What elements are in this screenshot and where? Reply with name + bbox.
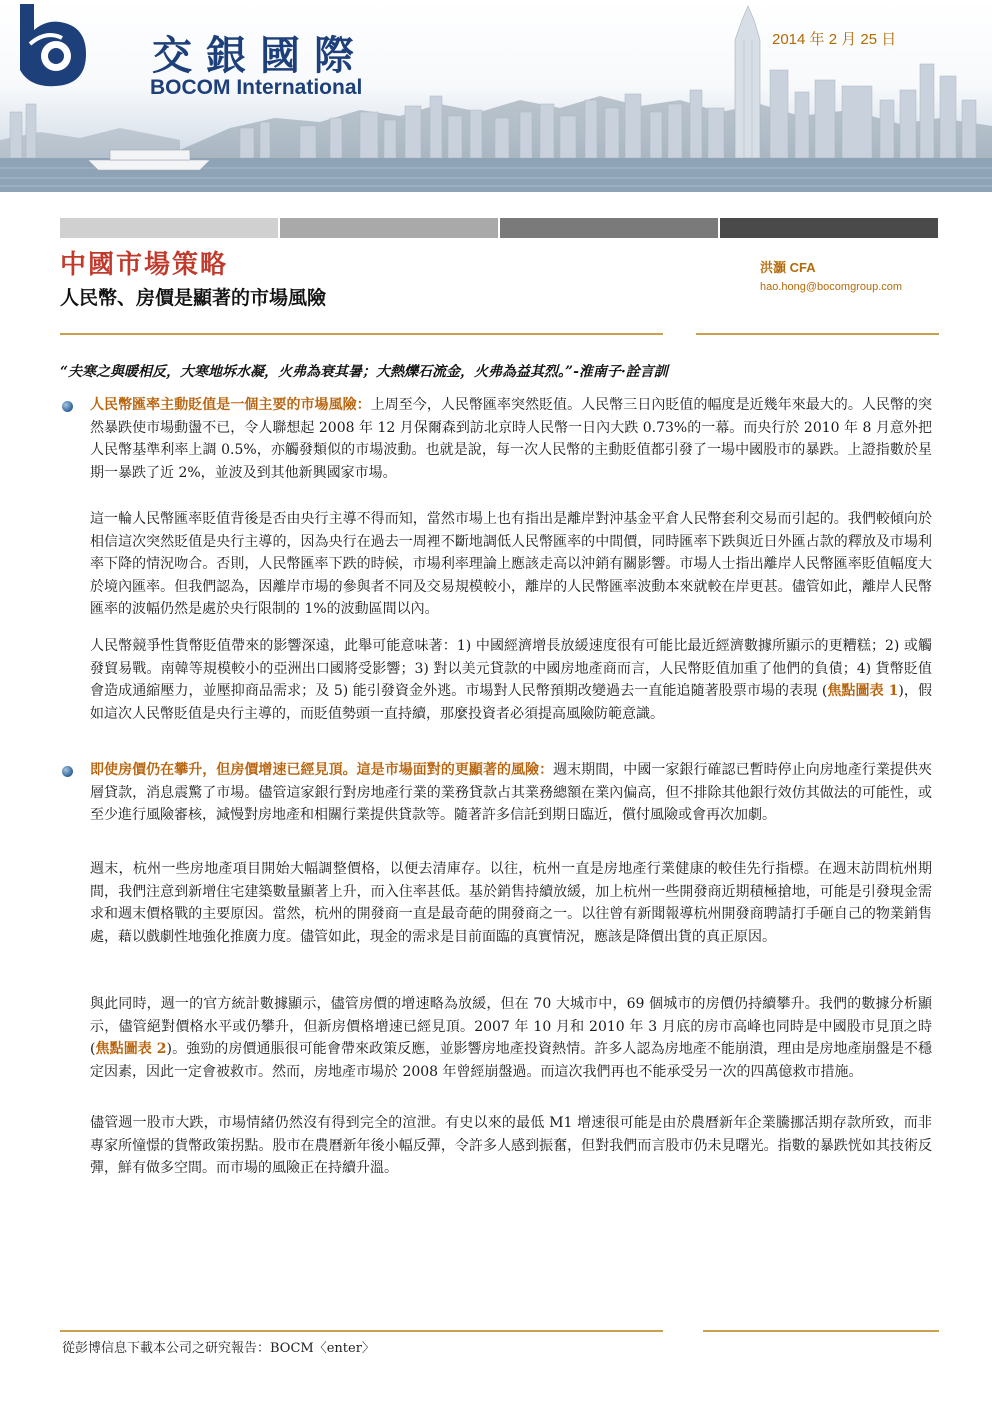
paragraph-rmb-risk <box>90 394 932 484</box>
brand-name-chinese: 交銀國際 <box>152 32 368 79</box>
paragraph-text: 週末，杭州一些房地產項目開始大幅調整價格，以便去清庫存。以往，杭州一直是房地產行業健康的較佳先行指標。在週末訪問杭州期間，我們注意到新增住宅建築數量顯著上升，而入住率甚低。基於銷售持續放緩，加上杭州一些開發商近期積極搶地，可能是引發現金需求和週末價格戰的主要原因。當然，杭州的開發商一直是最奇葩的開發商之一。以往曾有新聞報導杭州開發商聘請打手砸自己的物業銷售處，藉以戲劇性地強化推廣力度。儘管如此，現金的需求是目前面臨的真實情況，應該是降價出貨的真正原因。 <box>90 861 932 945</box>
report-date: 2014 年 2 月 25 日 <box>772 31 897 48</box>
author-divider <box>696 333 939 335</box>
title-divider <box>60 333 663 335</box>
paragraph-lead: 人民幣匯率主動貶值是一個主要的市場風險： <box>90 397 371 413</box>
footer-bloomberg-note: 從彭博信息下載本公司之研究報告：BOCM〈enter〉 <box>62 1341 375 1356</box>
report-title: 中國市場策略 <box>60 250 229 280</box>
footer-divider-right <box>703 1330 939 1332</box>
paragraph-rmb-impact <box>90 635 932 725</box>
bullet-icon <box>62 401 73 412</box>
paragraph-text: 人民幣競爭性貨幣貶值帶來的影響深遠，此舉可能意味著：1) 中國經濟增長放緩速度很有可能比最近經濟數據所顯示的更糟糕；2) 或觸發貿易戰。南韓等規模較小的亞洲出口國將受影響；3) 對以美元貸款的中國房地產商而言，人民幣貶值加重了他們的負債；4) 貨幣貶值會造成通縮壓力，並壓抑商品需求；及 5) 能引發資金外逃。市場對人民幣預期改變過去一直能追隨著股票市場的表現 ( <box>90 638 932 699</box>
paragraph-text: 與此同時，週一的官方統計數據顯示，儘管房價的增速略為放緩，但在 70 大城市中，69 個城市的房價仍持續攀升。我們的數據分析顯示，儘管絕對價格水平或仍攀升，但新房價格增速已經見頂。2007 年 10 月和 2010 年 3 月底的房市高峰也同時是中國股市見頂之時 ( <box>90 996 932 1057</box>
paragraph-text: 儘管週一股市大跌，市場情緒仍然沒有得到完全的渲泄。有史以來的最低 M1 增速很可能是由於農曆新年企業騰挪活期存款所致，而非專家所憧憬的貨幣政策拐點。股市在農曆新年後小幅反彈，令許多人感到振奮，但對我們而言股市仍未見曙光。指數的暴跌恍如其技術反彈，鮮有做多空間。而市場的風險正在持續升溫。 <box>90 1115 932 1176</box>
paragraph-rmb-analysis <box>90 508 932 621</box>
footer-divider-left <box>60 1330 663 1332</box>
stripe-segment-3 <box>500 218 718 238</box>
epigraph-quote: “夫寒之與暖相反，大寒地坼水凝，火弗為衰其暑；大熱爍石流金，火弗為益其烈。”-淮南子·詮言訓 <box>60 364 668 380</box>
header-banner <box>0 0 992 192</box>
bullet-icon <box>62 766 73 777</box>
stripe-segment-2 <box>280 218 498 238</box>
chart-reference-link[interactable]: 焦點圖表 1 <box>827 683 899 699</box>
paragraph-property-risk <box>90 759 932 827</box>
paragraph-housing-data <box>90 993 932 1083</box>
stripe-segment-1 <box>60 218 278 238</box>
bocom-logo <box>0 0 92 90</box>
author-name: 洪灝 CFA <box>760 260 816 275</box>
brand-name-english: BOCOM International <box>150 76 363 99</box>
paragraph-text: )。強勁的房價通脹很可能會帶來政策反應，並影響房地產投資熱情。許多人認為房地產不能崩潰，理由是房地產崩盤是不穩定因素，因此一定會被救市。然而，房地產市場於 2008 年曾經崩盤過。而這次我們再也不能承受另一次的四萬億救市措施。 <box>90 1041 932 1080</box>
paragraph-text: 這一輪人民幣匯率貶值背後是否由央行主導不得而知，當然市場上也有指出是離岸對沖基金平倉人民幣套利交易而引起的。我們較傾向於相信這次突然貶值是央行主導的，因為央行在過去一周裡不斷地調低人民幣匯率的中間價，同時匯率下跌與近日外匯占款的釋放及市場利率下降的情況吻合。否則，人民幣匯率下跌的時候，市場利率理論上應該走高以沖銷有關影響。市場人士指出離岸人民幣匯率貶值幅度大於境內匯率。但我們認為，因離岸市場的參與者不同及交易規模較小，離岸的人民幣匯率波動本來就較在岸更甚。儘管如此，離岸人民幣匯率的波幅仍然是處於央行限制的 1%的波動區間以內。 <box>90 511 932 617</box>
author-email[interactable]: hao.hong@bocomgroup.com <box>760 281 903 293</box>
paragraph-text: 週末期間，中國一家銀行確認已暫時停止向房地產行業提供夾層貸款，消息震驚了市場。儘管這家銀行對房地產行業的業務貸款占其業務總額在業內偏高，但不排除其他銀行效仿其做法的可能性，或至少進行風險審核，減慢對房地產和相關行業提供貸款等。隨著許多信託到期日臨近，償付風險或會再次加劇。 <box>90 762 933 823</box>
paragraph-text: )，假如這次人民幣貶值是央行主導的，而貶值勢頭一直持續，那麼投資者必須提高風險防範意識。 <box>90 683 932 722</box>
chart-reference-link[interactable]: 焦點圖表 2 <box>95 1041 167 1057</box>
paragraph-lead: 即使房價仍在攀升，但房價增速已經見頂。這是市場面對的更顯著的風險： <box>90 762 554 778</box>
paragraph-hangzhou <box>90 858 932 948</box>
paragraph-market-sentiment <box>90 1112 932 1180</box>
stripe-segment-4 <box>720 218 938 238</box>
paragraph-text: 上周至今，人民幣匯率突然貶值。人民幣三日內貶值的幅度是近幾年來最大的。人民幣的突然暴跌使市場動盪不已，令人聯想起 2008 年 12 月保爾森到訪北京時人民幣一日內大跌 0.73%的一幕。而央行於 2010 年 8 月意外把人民幣基準利率上調 0.5%，亦觸發類似的市場波動。也就是說，每一次人民幣的主動貶值都引發了一場中國股市的暴跌。上證指數於星期一暴跌了近 2%，並波及到其他新興國家市場。 <box>90 397 933 481</box>
report-subtitle: 人民幣、房價是顯著的市場風險 <box>60 287 327 309</box>
